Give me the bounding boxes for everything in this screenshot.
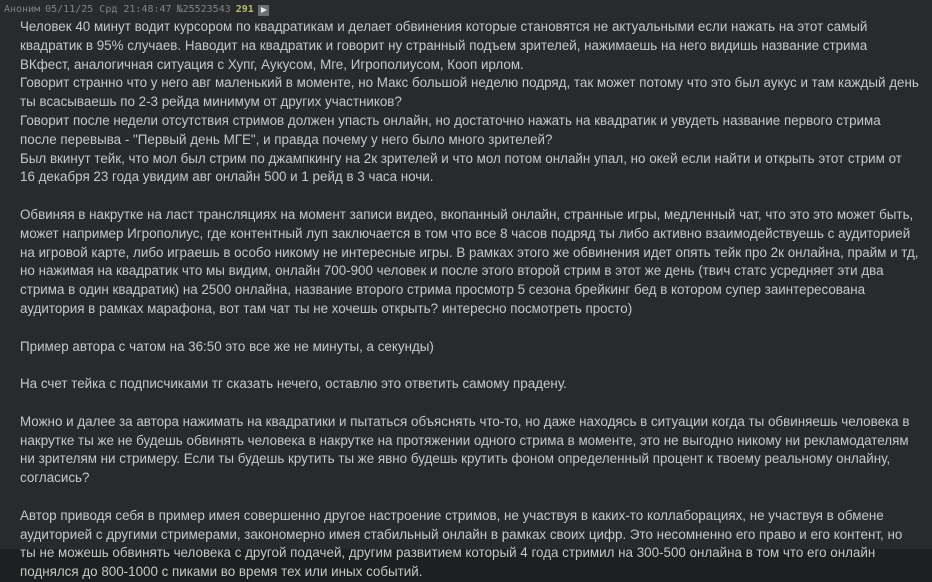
blank-line xyxy=(20,187,920,206)
post-date: 05/11/25 Срд 21:48:47 xyxy=(45,4,172,15)
post-paragraph: Говорит после недели отсутствия стримов должен упасть онлайн, но достаточно нажать на квадратик и увудеть название первого стрима после перевыва - "Первый день МГЕ", и правда почему у него было много зрителей? xyxy=(20,112,885,147)
post-paragraph: Был вкинут тейк, что мол был стрим по джампкингу на 2к зрителей и что мол потом онлайн упал, но окей если найти и открыть этот стрим от 16 декабря 23 года увидим авг онлайн 500 и 1 рейд в 3 часа ночи. xyxy=(20,150,906,185)
post-paragraph: Можно и далее за автора нажимать на квадратики и пытаться объяснять что-то, но даже находясь в ситуации когда ты обвиняешь человека в накрутке ты же не будешь обвинять человека в накрутке на протяжении одного стрима в моменте, это не выгодно никому ни рекламодателям ни зрителям ни стримеру. Если ты будешь крутить ты же явно будешь крутить фоном определенный процент к твоему реальному онлайну, согласись? xyxy=(20,413,914,486)
post-header xyxy=(4,3,922,17)
post-paragraph: Пример автора с чатом на 36:50 это все же не минуты, а секунды) xyxy=(20,338,434,354)
blank-line xyxy=(20,356,920,375)
post-paragraph: На счет тейка с подписчиками тг сказать нечего, оставлю это ответить самому прадену. xyxy=(20,376,567,392)
blank-line xyxy=(20,488,920,507)
author-name: Аноним xyxy=(4,4,41,15)
post-paragraph: Обвиняя в накрутке на ласт трансляциях на момент записи видео, вкопанный онлайн, странные игры, медленный чат, что это это может быть, может например Игрополиус, где контентный луп заключается в том что все 8 часов подряд ты либо активно взаимодействуешь с аудиторией на игровой карте, либо играешь в особо никому не интересные игры. В рамках этого же обвинения идет опять тейк про 2к онлайна, прайм и тд, но нажимая на квадратик что мы видим, онлайн 700-900 человек и после этого второй стрим в этот же день (твич статс усредняет эти два стрима в один квадратик) на 2500 онлайна, название второго стрима просмотр 5 сезона брейкинг бед в котором супер заинтересована аудитория в рамках марафона, вот там чат ты не хочешь открыть? интересно посмотреть просто) xyxy=(20,206,923,316)
post-body xyxy=(20,18,923,582)
post-paragraph: Человек 40 минут водит курсором по квадратикам и делает обвинения которые становятся не актуальными если нажать на этот самый квадратик в 95% случаев. Наводит на квадратик и говорит ну странный подъем зрителей, нажимаешь на него видишь название стрима ВКфест, аналогичная ситуация с Хупг, Аукусом, Мге, Игрополиусом, Кооп ирлом. xyxy=(20,19,872,72)
post-paragraph: Автор приводя себя в пример имея совершенно другое настроение стримов, не участвуя в каких-то коллаборациях, не участвуя в обмене аудиторией с другими стримерами, закономерно имея стабильный онлайн в рамках своих цифр. Это несомненно его право и его контент, но ты не можешь обвинять человека с другой подачей, другим развитием который 4 года стримил на 300-500 онлайна в том что его онлайн поднялся до 800-1000 с пиками во время тех или иных событий. xyxy=(20,507,907,580)
post-paragraph: Говорит странно что у него авг маленький в моменте, но Макс большой неделю подряд, так может потому что это был аукус и там каждый день ты всасываешь по 2-3 рейда минимум от других участников? xyxy=(20,75,923,110)
post-number-link[interactable]: №25523543 xyxy=(176,4,231,15)
play-arrow-icon[interactable] xyxy=(258,5,269,16)
blank-line xyxy=(20,394,920,413)
blank-line xyxy=(20,319,920,338)
reply-count-link[interactable]: 291 xyxy=(235,4,254,15)
